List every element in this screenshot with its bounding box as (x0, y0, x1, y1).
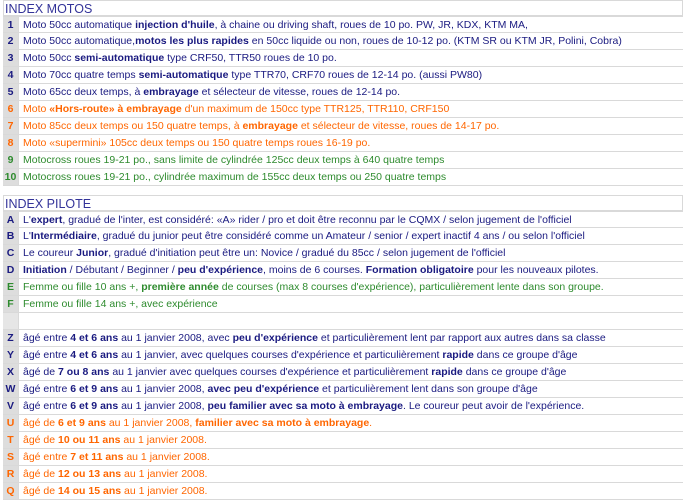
pilote-row-description (18, 398, 683, 414)
text-segment: d'un maximum de 150cc type TTR125, TTR110, CRF150 (181, 103, 450, 115)
text-segment: Formation obligatoire (365, 264, 474, 276)
pilote-row-code: D (3, 262, 18, 278)
text-segment: 6 et 9 ans (70, 400, 119, 412)
pilote-row-description (18, 381, 683, 397)
text-segment: motos les plus rapides (135, 35, 249, 47)
pilote-row (3, 330, 683, 347)
text-segment: en 50cc liquide ou non, roues de 10-12 po. (KTM SR ou KTM JR, Polini, Cobra) (248, 35, 622, 47)
text-segment: / Débutant / Beginner / (66, 264, 178, 276)
text-segment: âgé de (23, 434, 59, 446)
text-segment: 6 et 9 ans (58, 417, 106, 429)
moto-row-description (18, 84, 683, 100)
moto-row-code: 8 (3, 135, 18, 151)
text-segment: Initiation (23, 264, 67, 276)
text-segment: pour les nouveaux pilotes. (473, 264, 599, 276)
pilote-row-description (18, 228, 683, 244)
text-segment: 14 ou 15 ans (58, 485, 122, 497)
text-segment: et sélecteur de vitesse, roues de 14-17 po. (297, 120, 500, 132)
moto-row-code: 3 (3, 50, 18, 66)
pilote-row-description (18, 212, 683, 227)
moto-row (3, 33, 683, 50)
text-segment: peu d'expérience (232, 332, 318, 344)
text-segment: Moto (23, 103, 50, 115)
pilote-row (3, 432, 683, 449)
text-segment: semi-automatique (74, 52, 165, 64)
pilote-row (3, 296, 683, 313)
pilote-row (3, 347, 683, 364)
text-segment: Motocross roues 19-21 po., cylindrée maximum de 155cc deux temps ou 250 quatre temps (23, 171, 447, 183)
moto-row-code: 2 (3, 33, 18, 49)
text-segment: 4 et 6 ans (70, 332, 119, 344)
text-segment: 12 ou 13 ans (58, 468, 122, 480)
text-segment: au 1 janvier 2008, (118, 383, 208, 395)
moto-row-code: 4 (3, 67, 18, 83)
text-segment: , moins de 6 courses. (263, 264, 366, 276)
pilote-row-code: Z (3, 330, 18, 346)
moto-row-description (18, 152, 683, 168)
text-segment: injection d'huile (135, 19, 215, 31)
text-segment: dans ce groupe d'âge (462, 366, 567, 378)
moto-row-description (18, 101, 683, 117)
pilote-row (3, 313, 683, 330)
text-segment: semi-automatique (138, 69, 229, 81)
pilote-row (3, 262, 683, 279)
text-segment: , gradué de l'inter, est considéré: «A» rider / pro et doit être reconnu par le CQMX / selon jugement de l'officiel (62, 214, 572, 226)
pilote-row-code: X (3, 364, 18, 380)
text-segment: de courses (max 8 courses d'expérience), particulièrement lente dans son groupe. (218, 281, 604, 293)
text-segment: et particulièrement lent dans son groupe d'âge (319, 383, 538, 395)
text-segment: . (369, 417, 373, 429)
moto-row (3, 169, 683, 186)
text-segment: Intermédiaire (30, 230, 97, 242)
text-segment: Moto 65cc deux temps, à (23, 86, 144, 98)
pilote-row-code: V (3, 398, 18, 414)
text-segment: et sélecteur de vitesse, roues de 12-14 po. (198, 86, 401, 98)
moto-row (3, 118, 683, 135)
text-segment: première année (141, 281, 219, 293)
moto-row (3, 16, 683, 33)
pilote-row-code: A (3, 212, 18, 227)
text-segment: âgé entre (23, 332, 71, 344)
pilote-row-description (18, 347, 683, 363)
pilote-row-description (18, 279, 683, 295)
moto-row (3, 101, 683, 118)
pilote-row-code: U (3, 415, 18, 431)
pilote-row-code: C (3, 245, 18, 261)
text-segment: Moto 85cc deux temps ou 150 quatre temps, à (23, 120, 243, 132)
moto-row-description (18, 169, 683, 185)
moto-row (3, 152, 683, 169)
text-segment: Moto 50cc automatique, (23, 35, 136, 47)
text-segment: 10 ou 11 ans (58, 434, 121, 446)
text-segment: au 1 janvier avec quelques courses d'expérience et particulièrement (109, 366, 432, 378)
pilote-row-code: E (3, 279, 18, 295)
text-segment: , à chaine ou driving shaft, roues de 10 po. PW, JR, KDX, KTM MA, (214, 19, 528, 31)
pilote-row (3, 364, 683, 381)
text-segment: au 1 janvier 2008, avec (118, 332, 233, 344)
pilote-row-description (18, 313, 683, 329)
pilote-row-description (18, 483, 683, 499)
moto-row-description (18, 67, 683, 83)
text-segment: type CRF50, TTR50 roues de 10 po. (164, 52, 337, 64)
text-segment: âgé entre (23, 451, 71, 463)
text-segment: Moto 50cc (23, 52, 75, 64)
text-segment: âgé entre (23, 383, 71, 395)
pilote-row (3, 415, 683, 432)
text-segment: Femme ou fille 14 ans +, avec expérience (23, 298, 218, 310)
pilote-row (3, 211, 683, 228)
text-segment: âgé de (23, 485, 59, 497)
text-segment: Le coureur (23, 247, 77, 259)
moto-row-description (18, 17, 683, 32)
text-segment: peu familier avec sa moto à embrayage (207, 400, 403, 412)
pilote-row-code: Y (3, 347, 18, 363)
moto-row-description (18, 135, 683, 151)
moto-row-code: 10 (4, 171, 17, 183)
text-segment: rapide (431, 366, 463, 378)
pilote-row-code: S (3, 449, 18, 465)
text-segment: type TTR70, CRF70 roues de 12-14 po. (aussi PW80) (228, 69, 483, 81)
pilote-row-code: T (3, 432, 18, 448)
motos-table (3, 16, 683, 186)
pilote-row (3, 279, 683, 296)
text-segment: Moto «supermini» 105cc deux temps ou 150 quatre temps roues 16-19 po. (23, 137, 371, 149)
moto-row-code: 7 (3, 118, 18, 134)
pilote-row-description (18, 415, 683, 431)
moto-row (3, 50, 683, 67)
text-segment: 7 ou 8 ans (58, 366, 110, 378)
pilote-row-code: Q (3, 483, 18, 499)
pilote-row-code: B (3, 228, 18, 244)
moto-row-description (18, 33, 683, 49)
pilote-row-code: W (3, 381, 18, 397)
pilote-title: INDEX PILOTE (3, 195, 683, 211)
text-segment: âgé de (23, 468, 59, 480)
text-segment: 7 et 11 ans (70, 451, 124, 463)
pilote-row-description (18, 245, 683, 261)
text-segment: Moto 70cc quatre temps (23, 69, 139, 81)
text-segment: et particulièrement lent par rapport aux autres dans sa classe (317, 332, 606, 344)
text-segment: Moto 50cc automatique (23, 19, 136, 31)
text-segment: «Hors-route» à embrayage (49, 103, 182, 115)
text-segment: âgé de (23, 417, 59, 429)
text-segment: familier avec sa moto à embrayage (195, 417, 370, 429)
pilote-row-description (18, 466, 683, 482)
pilote-row (3, 483, 683, 500)
pilote-row (3, 449, 683, 466)
pilote-table (3, 211, 683, 500)
pilote-row-description (18, 432, 683, 448)
text-segment: âgé entre (23, 349, 71, 361)
text-segment: 6 et 9 ans (70, 383, 119, 395)
moto-row-code: 6 (3, 101, 18, 117)
pilote-row (3, 466, 683, 483)
text-segment: peu d'expérience (177, 264, 264, 276)
text-segment: , gradué du junior peut être considéré comme un Amateur / senior / expert inactif 4 ans / ou selon l'officiel (96, 230, 585, 242)
text-segment: . Le coureur peut avoir de l'expérience. (403, 400, 585, 412)
text-segment: embrayage (242, 120, 298, 132)
pilote-row-code: R (3, 466, 18, 482)
text-segment: L' (23, 214, 31, 226)
text-segment: au 1 janvier 2008. (123, 451, 210, 463)
pilote-row-description (18, 262, 683, 278)
moto-row-code: 5 (3, 84, 18, 100)
text-segment: embrayage (143, 86, 199, 98)
pilote-row-code (3, 313, 18, 329)
text-segment: au 1 janvier, avec quelques courses d'expérience et particulièrement (118, 349, 443, 361)
moto-row-code: 1 (3, 17, 18, 32)
pilote-row-description (18, 449, 683, 465)
text-segment: Junior (76, 247, 109, 259)
pilote-row (3, 245, 683, 262)
text-segment: 4 et 6 ans (70, 349, 119, 361)
text-segment: L' (23, 230, 31, 242)
text-segment: au 1 janvier 2008, (118, 400, 208, 412)
text-segment: Femme ou fille 10 ans +, (23, 281, 142, 293)
pilote-row-description (18, 364, 683, 380)
pilote-row (3, 228, 683, 245)
text-segment: au 1 janvier 2008. (121, 485, 208, 497)
moto-row (3, 67, 683, 84)
text-segment: dans ce groupe d'âge (473, 349, 578, 361)
text-segment: au 1 janvier 2008. (120, 434, 207, 446)
moto-row (3, 135, 683, 152)
moto-row-description (18, 50, 683, 66)
text-segment: , gradué d'initiation peut être un: Novice / gradué du 85cc / selon jugement de l'officiel (108, 247, 506, 259)
moto-row-code: 9 (3, 152, 18, 168)
text-segment: au 1 janvier 2008. (121, 468, 208, 480)
text-segment: au 1 janvier 2008, (105, 417, 196, 429)
text-segment: avec peu d'expérience (207, 383, 320, 395)
moto-row-description (18, 118, 683, 134)
pilote-row-description (18, 296, 683, 312)
motos-title: INDEX MOTOS (3, 0, 683, 16)
pilote-row-description (18, 330, 683, 346)
text-segment: rapide (442, 349, 474, 361)
text-segment: Motocross roues 19-21 po., sans limite de cylindrée 125cc deux temps à 640 quatre temps (23, 154, 445, 166)
pilote-row (3, 381, 683, 398)
pilote-row (3, 398, 683, 415)
text-segment: âgé de (23, 366, 59, 378)
text-segment: âgé entre (23, 400, 71, 412)
pilote-row-code: F (3, 296, 18, 312)
moto-row (3, 84, 683, 101)
text-segment: expert (30, 214, 63, 226)
